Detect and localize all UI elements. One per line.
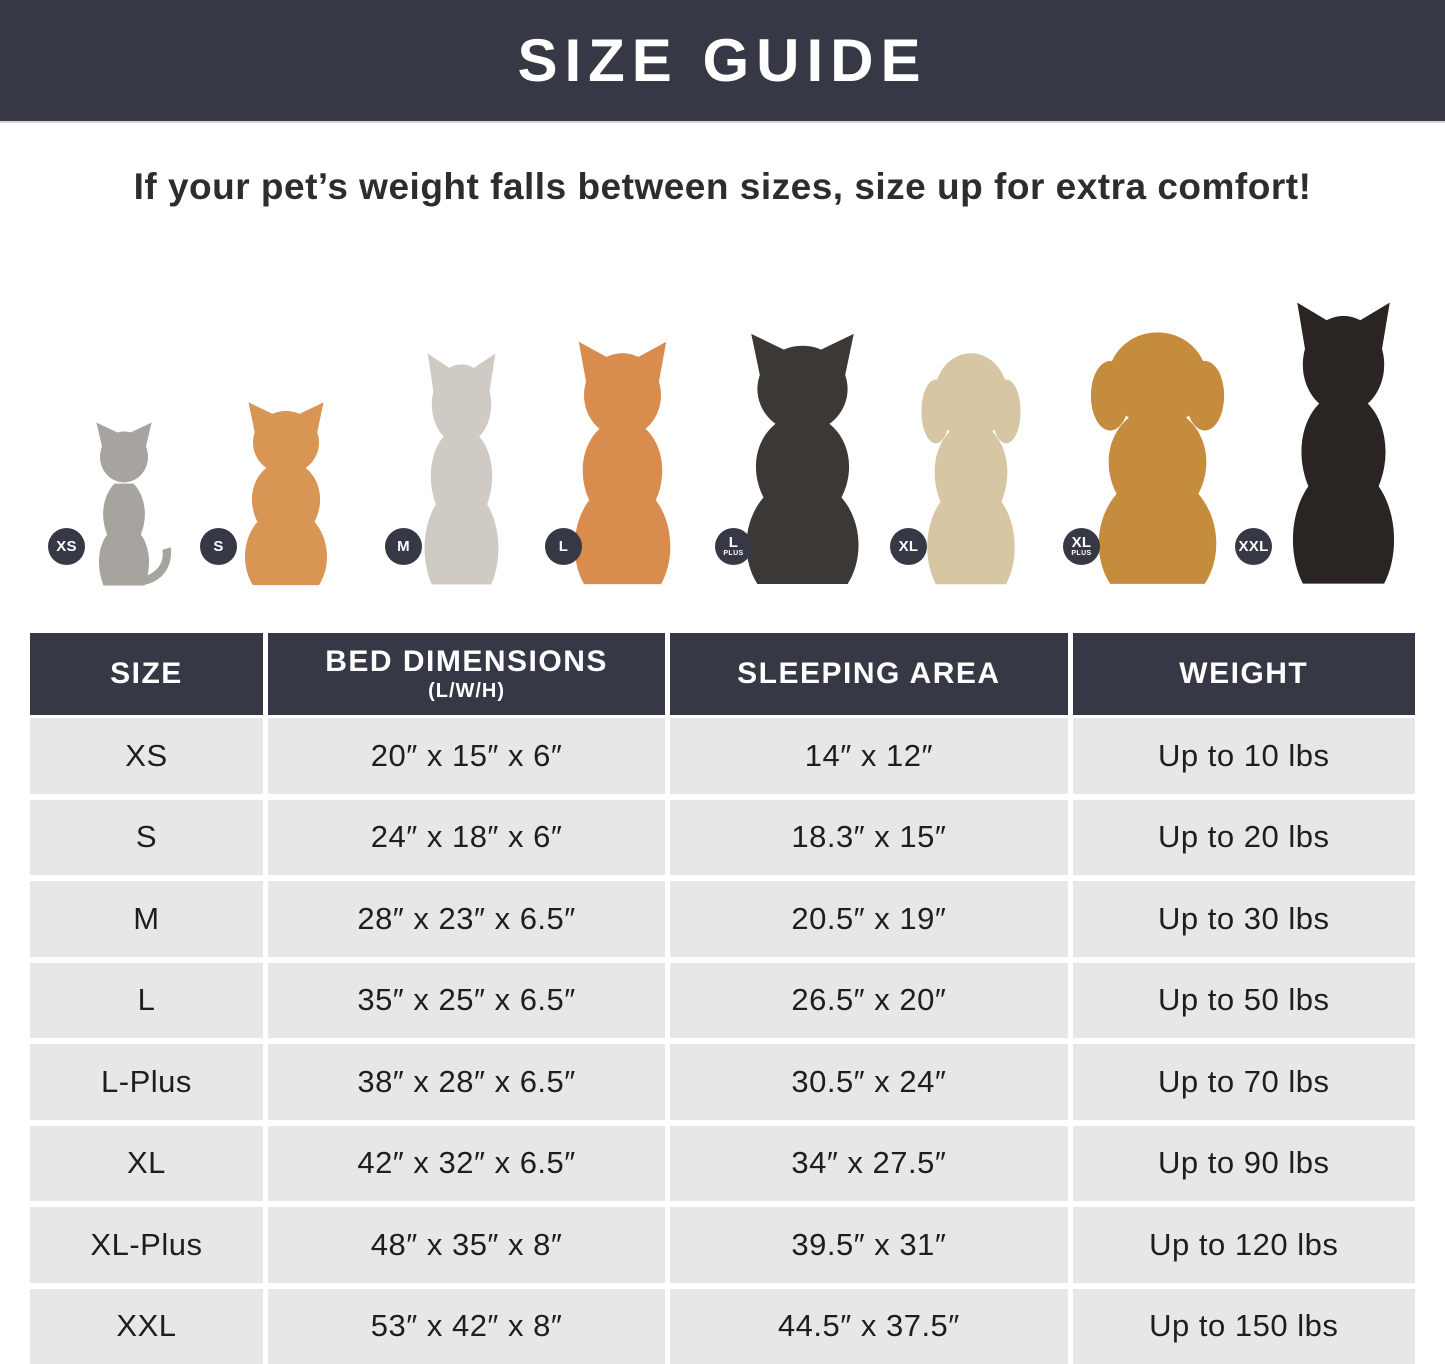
pet-doberman [1251, 296, 1436, 588]
cat-icon [64, 420, 184, 588]
size-badge-xl-plus [1063, 528, 1100, 565]
cell-sleeping-area: 39.5″ x 31″ [670, 1207, 1067, 1283]
cell-weight: Up to 120 lbs [1073, 1207, 1416, 1283]
cell-size: S [30, 800, 263, 876]
cell-bed-dimensions: 24″ x 18″ x 6″ [268, 800, 665, 876]
cell-sleeping-area: 20.5″ x 19″ [670, 881, 1067, 957]
cell-bed-dimensions: 48″ x 35″ x 8″ [268, 1207, 665, 1283]
table-row-xxl [30, 1289, 1415, 1364]
cell-weight: Up to 70 lbs [1073, 1044, 1416, 1120]
table-row-m [30, 881, 1415, 957]
cell-sleeping-area: 26.5″ x 20″ [670, 963, 1067, 1039]
table-body [30, 718, 1415, 1364]
subtitle-wrap [0, 123, 1445, 250]
table-row-l-plus [30, 1044, 1415, 1120]
cell-bed-dimensions: 42″ x 32″ x 6.5″ [268, 1126, 665, 1202]
cell-weight: Up to 90 lbs [1073, 1126, 1416, 1202]
cell-weight: Up to 150 lbs [1073, 1289, 1416, 1364]
size-badge-label: M [397, 537, 410, 555]
size-badge-label: L [728, 534, 739, 551]
column-header-label: WEIGHT [1179, 657, 1309, 690]
table-row-xl [30, 1126, 1415, 1202]
size-badge-label: XL [898, 537, 919, 555]
cell-sleeping-area: 34″ x 27.5″ [670, 1126, 1067, 1202]
column-header-weight [1073, 633, 1416, 715]
pomeranian-icon [211, 398, 361, 588]
cell-size: XS [30, 718, 263, 794]
size-badge-label: XS [56, 537, 77, 555]
size-badge-m [385, 528, 422, 565]
size-badge-label: S [213, 537, 224, 555]
size-badge-l-plus [715, 528, 752, 565]
cell-bed-dimensions: 35″ x 25″ x 6.5″ [268, 963, 665, 1039]
size-badge-label: XL [1071, 534, 1092, 551]
page-title: SIZE GUIDE [517, 27, 928, 94]
cell-bed-dimensions: 28″ x 23″ x 6.5″ [268, 881, 665, 957]
table-row-xs [30, 718, 1415, 794]
cell-sleeping-area: 14″ x 12″ [670, 718, 1067, 794]
cell-weight: Up to 30 lbs [1073, 881, 1416, 957]
pet-cat [64, 420, 184, 588]
column-header-bed-dimensions [268, 633, 665, 715]
size-guide-banner [0, 0, 1445, 123]
cell-size: L [30, 963, 263, 1039]
table-row-s [30, 800, 1415, 876]
size-badge-s [200, 528, 237, 565]
cell-sleeping-area: 30.5″ x 24″ [670, 1044, 1067, 1120]
size-badge-label: L [558, 537, 569, 555]
cell-bed-dimensions: 38″ x 28″ x 6.5″ [268, 1044, 665, 1120]
cell-bed-dimensions: 20″ x 15″ x 6″ [268, 718, 665, 794]
pet-size-illustration-row [0, 250, 1445, 600]
cell-sleeping-area: 18.3″ x 15″ [670, 800, 1067, 876]
table-row-l [30, 963, 1415, 1039]
sizing-tip-text: If your pet’s weight falls between sizes, size up for extra comfort! [133, 165, 1312, 207]
cell-weight: Up to 10 lbs [1073, 718, 1416, 794]
cell-weight: Up to 20 lbs [1073, 800, 1416, 876]
size-badge-xxl [1235, 528, 1272, 565]
table-row-xl-plus [30, 1207, 1415, 1283]
column-header-sublabel: (L/W/H) [428, 680, 506, 702]
size-badge-sublabel: PLUS [1071, 550, 1092, 557]
cell-bed-dimensions: 53″ x 42″ x 8″ [268, 1289, 665, 1364]
size-badge-xl [890, 528, 927, 565]
size-badge-l [545, 528, 582, 565]
size-badge-sublabel: PLUS [723, 550, 744, 557]
column-header-label: SIZE [110, 657, 183, 690]
column-header-size [30, 633, 263, 715]
cell-sleeping-area: 44.5″ x 37.5″ [670, 1289, 1067, 1364]
cell-size: XL [30, 1126, 263, 1202]
cell-weight: Up to 50 lbs [1073, 963, 1416, 1039]
cell-size: L-Plus [30, 1044, 263, 1120]
column-header-sleeping-area [670, 633, 1067, 715]
table-header-row [30, 633, 1415, 715]
cell-size: XXL [30, 1289, 263, 1364]
cell-size: M [30, 881, 263, 957]
pet-pomeranian [211, 398, 361, 588]
size-table [30, 633, 1415, 1364]
size-badge-xs [48, 528, 85, 565]
column-header-label: SLEEPING AREA [737, 657, 1001, 690]
column-header-label: BED DIMENSIONS [325, 645, 608, 678]
cell-size: XL-Plus [30, 1207, 263, 1283]
doberman-icon [1251, 296, 1436, 588]
size-badge-label: XXL [1238, 537, 1269, 555]
